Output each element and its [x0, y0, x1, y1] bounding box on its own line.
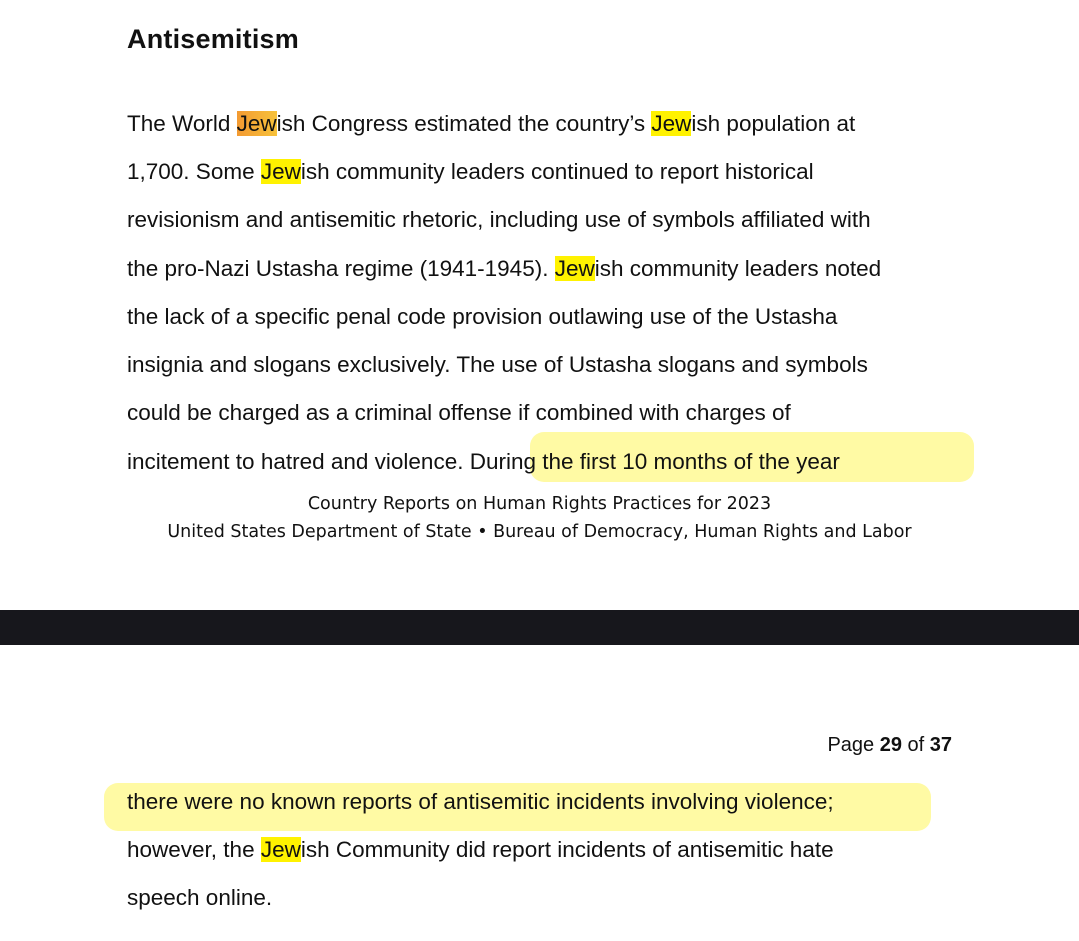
text-line: incitement to hatred and violence. During the first 10 months of the year: [127, 449, 840, 474]
section-heading: Antisemitism: [127, 24, 299, 54]
search-match[interactable]: Jew: [554, 256, 595, 281]
text-line: 1,700. Some Jewish community leaders continued to report historical: [127, 159, 814, 184]
text-line: speech online.: [127, 885, 273, 910]
search-match[interactable]: Jew: [651, 111, 692, 136]
text-line: there were no known reports of antisemitic incidents involving violence;: [127, 789, 834, 814]
text-line: insignia and slogans exclusively. The use of Ustasha slogans and symbols: [127, 352, 868, 377]
current-page: 29: [879, 734, 902, 756]
total-pages: 37: [929, 734, 952, 756]
page-number: Page 29 of 37: [827, 734, 952, 756]
footer-report-title: Country Reports on Human Rights Practices for 2023: [307, 494, 772, 514]
current-search-match[interactable]: Jew: [236, 111, 277, 136]
text-line: however, the Jewish Community did report incidents of antisemitic hate: [127, 837, 834, 862]
text-line: the pro-Nazi Ustasha regime (1941-1945). Jewish community leaders noted: [127, 256, 882, 281]
search-match[interactable]: Jew: [260, 159, 301, 184]
text-line: the lack of a specific penal code provision outlawing use of the Ustasha: [127, 304, 838, 329]
footer-department: United States Department of State • Bureau of Democracy, Human Rights and Labor: [167, 522, 912, 542]
document-page-bottom: [0, 645, 1079, 941]
page-divider: [0, 610, 1079, 645]
search-match[interactable]: Jew: [260, 837, 301, 862]
text-line: could be charged as a criminal offense if combined with charges of: [127, 400, 791, 425]
text-line: The World Jewish Congress estimated the country’s Jewish population at: [127, 111, 856, 136]
text-line: revisionism and antisemitic rhetoric, including use of symbols affiliated with: [127, 207, 871, 232]
